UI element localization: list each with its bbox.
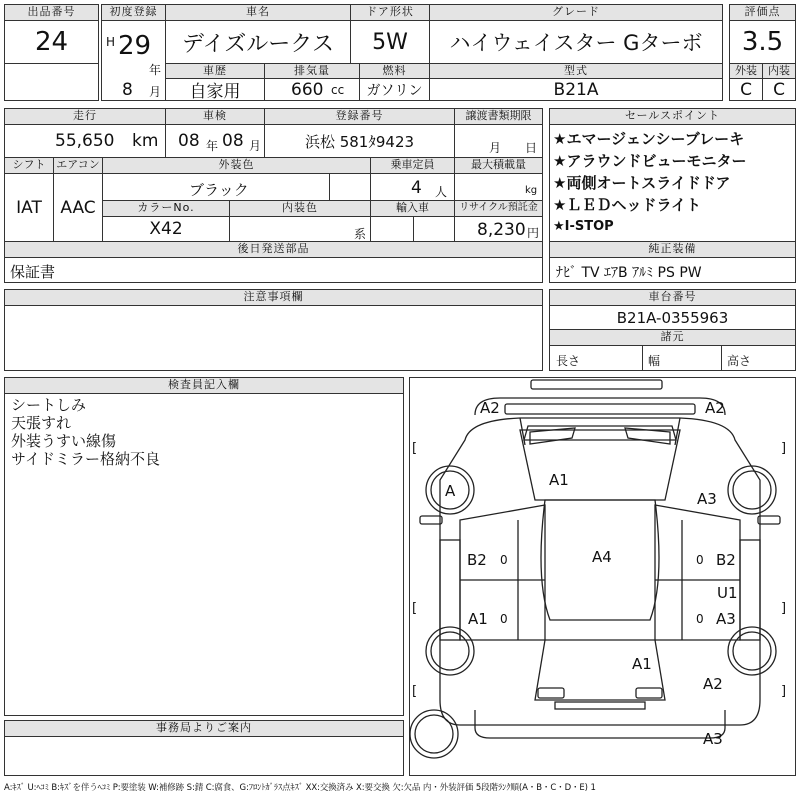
chassis-number: B21A-0355963 [549, 305, 796, 330]
model: B21A [429, 78, 723, 101]
dims-length: 長さ [556, 354, 581, 368]
mark-hood: A1 [549, 471, 569, 489]
import-label: 輸入車 [370, 200, 455, 217]
interior-label: 内装 [762, 63, 796, 79]
front-plate [531, 380, 662, 389]
side-panel-right [740, 540, 760, 640]
mark-right-quarter: A3 [716, 610, 736, 628]
sales-point-2: ★アラウンドビューモニター [553, 152, 747, 170]
exterior-color: ブラック [189, 181, 249, 199]
fuel: ガソリン [359, 78, 430, 101]
side-panel-left [440, 540, 460, 640]
model-label: 型式 [429, 63, 723, 79]
exterior-grade: C [729, 78, 763, 101]
displacement-unit: cc [331, 83, 345, 97]
exterior-color-label: 外装色 [102, 157, 371, 174]
interior-color-label: 内装色 [229, 200, 371, 217]
mark-front-left: A2 [480, 399, 500, 417]
delivery-parts-label: 後日発送部品 [4, 241, 543, 258]
plate-number: 浜松 581ﾀ9423 [264, 124, 455, 158]
spare-wheel [410, 710, 458, 758]
wheel-front-right [728, 466, 776, 514]
cowl [520, 418, 680, 445]
dims-label: 諸元 [549, 329, 796, 346]
windshield [524, 426, 676, 440]
insp-month: 08 [222, 131, 244, 151]
grade: ハイウェイスター Gターボ [429, 20, 723, 64]
plate-label: 登録番号 [264, 108, 455, 125]
mark-right-slide-door: U1 [717, 584, 738, 602]
lot-no-label: 出品番号 [4, 4, 99, 21]
recycle-fee: 8,230 [477, 220, 526, 240]
recycle-unit: 円 [527, 226, 540, 240]
dims-height: 高さ [727, 354, 752, 368]
front-bumper [475, 398, 725, 415]
mark-rear-right: A2 [703, 675, 723, 693]
door-label: ドア形状 [350, 4, 430, 21]
inspector-note-3: 外装うすい線傷 [11, 432, 117, 450]
dims-width: 幅 [648, 354, 661, 368]
history-label: 車歴 [165, 63, 265, 79]
wheel-rear-right [728, 627, 776, 675]
office-label: 事務局よりご案内 [4, 720, 404, 737]
shift-label: シフト [4, 157, 54, 174]
mark-right-door: B2 [716, 551, 736, 569]
tail-left [538, 688, 564, 698]
max-load-unit: kg [525, 185, 538, 196]
mirror-right [758, 516, 780, 524]
bracket-left-front: [ [412, 441, 418, 456]
equipment-label: 純正装備 [549, 241, 796, 258]
mark-left-quarter: A1 [468, 610, 488, 628]
equipment: ﾅﾋﾞ TV ｴｱB ｱﾙﾐ PS PW [556, 265, 702, 281]
score: 3.5 [729, 20, 796, 64]
interior-color-unit: 系 [354, 227, 367, 241]
car-name-label: 車名 [165, 4, 351, 21]
mark-front-right: A2 [705, 399, 725, 417]
capacity: 4 [411, 178, 422, 198]
car-name: デイズルークス [165, 20, 351, 64]
transfer-label: 譲渡書類期限 [454, 108, 543, 125]
o-mark-left-door: 0 [500, 553, 508, 567]
wheel-front-right-inner [733, 471, 771, 509]
front-grille-slot [505, 404, 695, 414]
o-mark-right-door: 0 [696, 553, 704, 567]
tail-right [636, 688, 662, 698]
mileage-label: 走行 [4, 108, 166, 125]
era: H [106, 35, 116, 49]
inspector-note-1: シートしみ [11, 396, 87, 414]
score-label: 評価点 [729, 4, 796, 21]
mark-front-left-wheel: A [445, 482, 456, 500]
grade-label: グレード [429, 4, 723, 21]
sales-point-3: ★両側オートスライドドア [553, 174, 731, 192]
capacity-label: 乗車定員 [370, 157, 455, 174]
door-type: 5W [350, 20, 430, 64]
color-no-label: カラーNo. [102, 200, 230, 217]
max-load-label: 最大積載量 [454, 157, 543, 174]
sales-point-1: ★エマージェンシーブレーキ [553, 130, 745, 148]
notes-label: 注意事項欄 [4, 289, 543, 306]
capacity-unit: 人 [435, 185, 448, 199]
insp-year-unit: 年 [206, 139, 219, 153]
inspector-label: 検査員記入欄 [4, 377, 404, 394]
transfer-month-unit: 月 [489, 141, 502, 155]
inspection-label: 車検 [165, 108, 265, 125]
transfer-day-unit: 日 [525, 141, 538, 155]
mark-left-door: B2 [467, 551, 487, 569]
mileage-unit: km [132, 131, 159, 151]
wheel-rear-right-inner [733, 632, 771, 670]
bracket-right-front: ] [781, 441, 787, 456]
displacement-label: 排気量 [264, 63, 360, 79]
inspector-note-4: サイドミラー格納不良 [11, 450, 160, 468]
inspector-note-2: 天張すれ [11, 414, 72, 432]
insp-year: 08 [178, 131, 200, 151]
delivery-parts: 保証書 [10, 263, 56, 281]
bracket-left-mid: [ [412, 601, 418, 616]
chassis-label: 車台番号 [549, 289, 796, 306]
exterior-label: 外装 [729, 63, 763, 79]
reg-month: 8 [122, 80, 133, 100]
mirror-left [420, 516, 442, 524]
sales-point-4: ★ＬＥＤヘッドライト [553, 196, 701, 214]
year-unit: 年 [149, 63, 162, 77]
o-mark-right-quarter: 0 [696, 612, 704, 626]
ac-label: エアコン [53, 157, 103, 174]
reg-year: 29 [118, 31, 152, 61]
air-conditioner: AAC [53, 173, 103, 242]
mark-rear-glass: A1 [632, 655, 652, 673]
lot-no: 24 [4, 20, 99, 64]
insp-month-unit: 月 [249, 139, 262, 153]
mark-roof: A4 [592, 548, 612, 566]
sales-point-5: ★I-STOP [553, 219, 614, 234]
mark-front-right-fender: A3 [697, 490, 717, 508]
month-unit: 月 [149, 85, 162, 99]
sales-points-label: セールスポイント [549, 108, 796, 125]
wheel-rear-left-inner [431, 632, 469, 670]
color-no: X42 [102, 216, 230, 242]
rear-lip [555, 702, 645, 709]
displacement: 660 [291, 80, 324, 100]
rear-bumper [475, 710, 725, 738]
bracket-right-rear: ] [781, 684, 787, 699]
o-mark-left-quarter: 0 [500, 612, 508, 626]
mark-rear-bumper: A3 [703, 730, 723, 748]
history: 自家用 [165, 78, 265, 101]
interior-grade: C [762, 78, 796, 101]
bracket-left-rear: [ [412, 684, 418, 699]
recycle-label: リサイクル預託金 [454, 200, 543, 217]
bracket-right-mid: ] [781, 601, 787, 616]
legend: A:ｷｽﾞ U:ﾍｺﾐ B:ｷｽﾞを伴うﾍｺﾐ P:要塗装 W:補修跡 S:錆 C:腐食、G:ﾌﾛﾝﾄｶﾞﾗｽ点ｷｽﾞ XX:交換済み X:要交換 欠:欠品 内・外装評価 5段階ﾗﾝｸ順(A・B・C・D・E) 1 [4, 783, 596, 793]
fuel-label: 燃料 [359, 63, 430, 79]
spare-wheel-inner [415, 715, 453, 753]
mileage: 55,650 [55, 131, 115, 151]
shift: IAT [4, 173, 54, 242]
first-reg-label: 初度登録 [101, 4, 166, 21]
wheel-rear-left [426, 627, 474, 675]
